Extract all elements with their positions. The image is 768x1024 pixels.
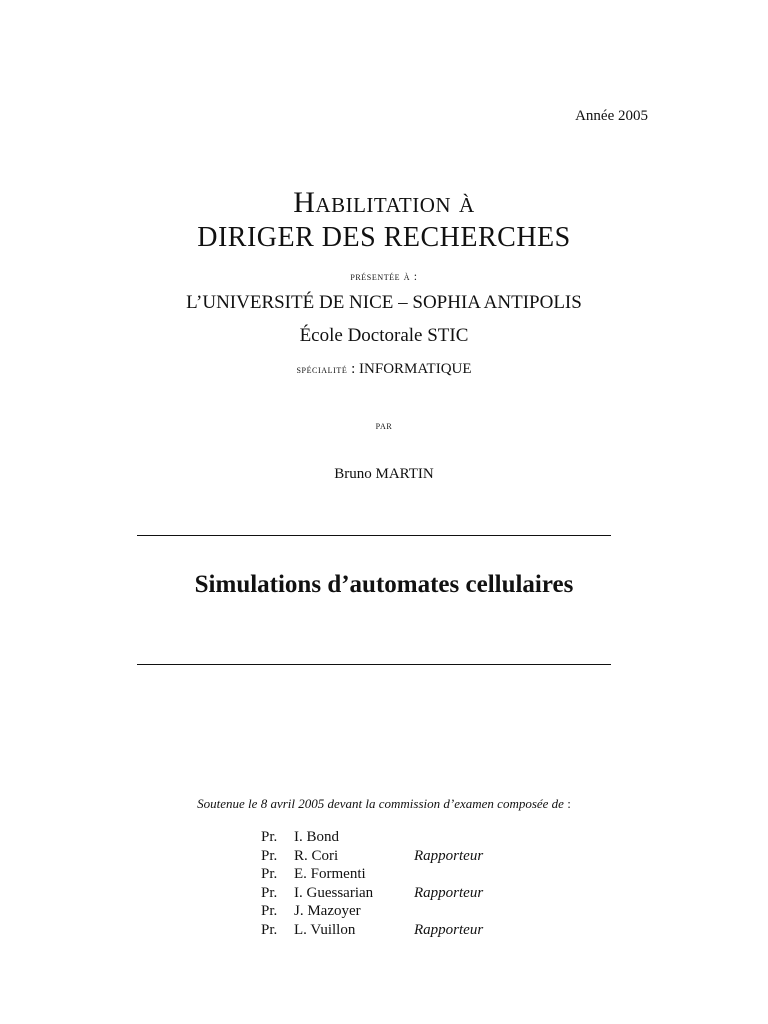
habilitation-title-line1: Habilitation à — [293, 186, 475, 219]
jury-member-name: I. Guessarian — [294, 884, 374, 901]
habilitation-title-line2: DIRIGER DES RECHERCHES — [197, 222, 571, 253]
doctoral-school: École Doctorale STIC — [299, 325, 469, 346]
specialty-line — [0, 361, 768, 378]
defense-statement-colon: : — [563, 796, 571, 811]
jury-member-title: Pr. — [261, 903, 278, 920]
presentee-label: présentée à : — [350, 269, 418, 283]
jury-member — [261, 921, 483, 940]
jury-member-title: Pr. — [261, 847, 278, 864]
jury-member-name: I. Bond — [294, 829, 339, 845]
jury-member-name: J. Mazoyer — [294, 903, 361, 920]
defense-statement — [0, 796, 768, 812]
author-name: Bruno MARTIN — [334, 466, 434, 482]
jury-member-role: Rapporteur — [414, 884, 484, 901]
jury-member-role: Rapporteur — [414, 921, 484, 938]
title-divider-bottom — [137, 664, 611, 665]
defense-statement-text: Soutenue le 8 avril 2005 devant la commission d’examen composée de — [197, 796, 564, 811]
jury-member — [261, 828, 483, 847]
jury-member-title: Pr. — [261, 921, 278, 938]
jury-member — [261, 902, 483, 921]
jury-list — [261, 828, 483, 940]
specialty-separator: : — [347, 361, 360, 377]
jury-member — [261, 847, 483, 866]
jury-member-title: Pr. — [261, 829, 278, 845]
jury-member-role: Rapporteur — [414, 847, 484, 864]
jury-member-title: Pr. — [261, 866, 278, 883]
jury-member — [261, 865, 483, 884]
title-divider-top — [137, 535, 611, 536]
specialty-label: spécialité — [296, 362, 348, 376]
jury-member — [261, 884, 483, 903]
par-label: par — [375, 418, 393, 432]
thesis-title: Simulations d’automates cellulaires — [194, 571, 574, 598]
specialty-value: INFORMATIQUE — [359, 361, 472, 377]
jury-member-title: Pr. — [261, 884, 278, 901]
jury-member-name: R. Cori — [294, 847, 339, 864]
jury-member-name: L. Vuillon — [294, 921, 356, 938]
university-name: L’UNIVERSITÉ DE NICE – SOPHIA ANTIPOLIS — [186, 292, 582, 313]
jury-member-name: E. Formenti — [294, 866, 366, 883]
year-label: Année 2005 — [575, 108, 648, 124]
